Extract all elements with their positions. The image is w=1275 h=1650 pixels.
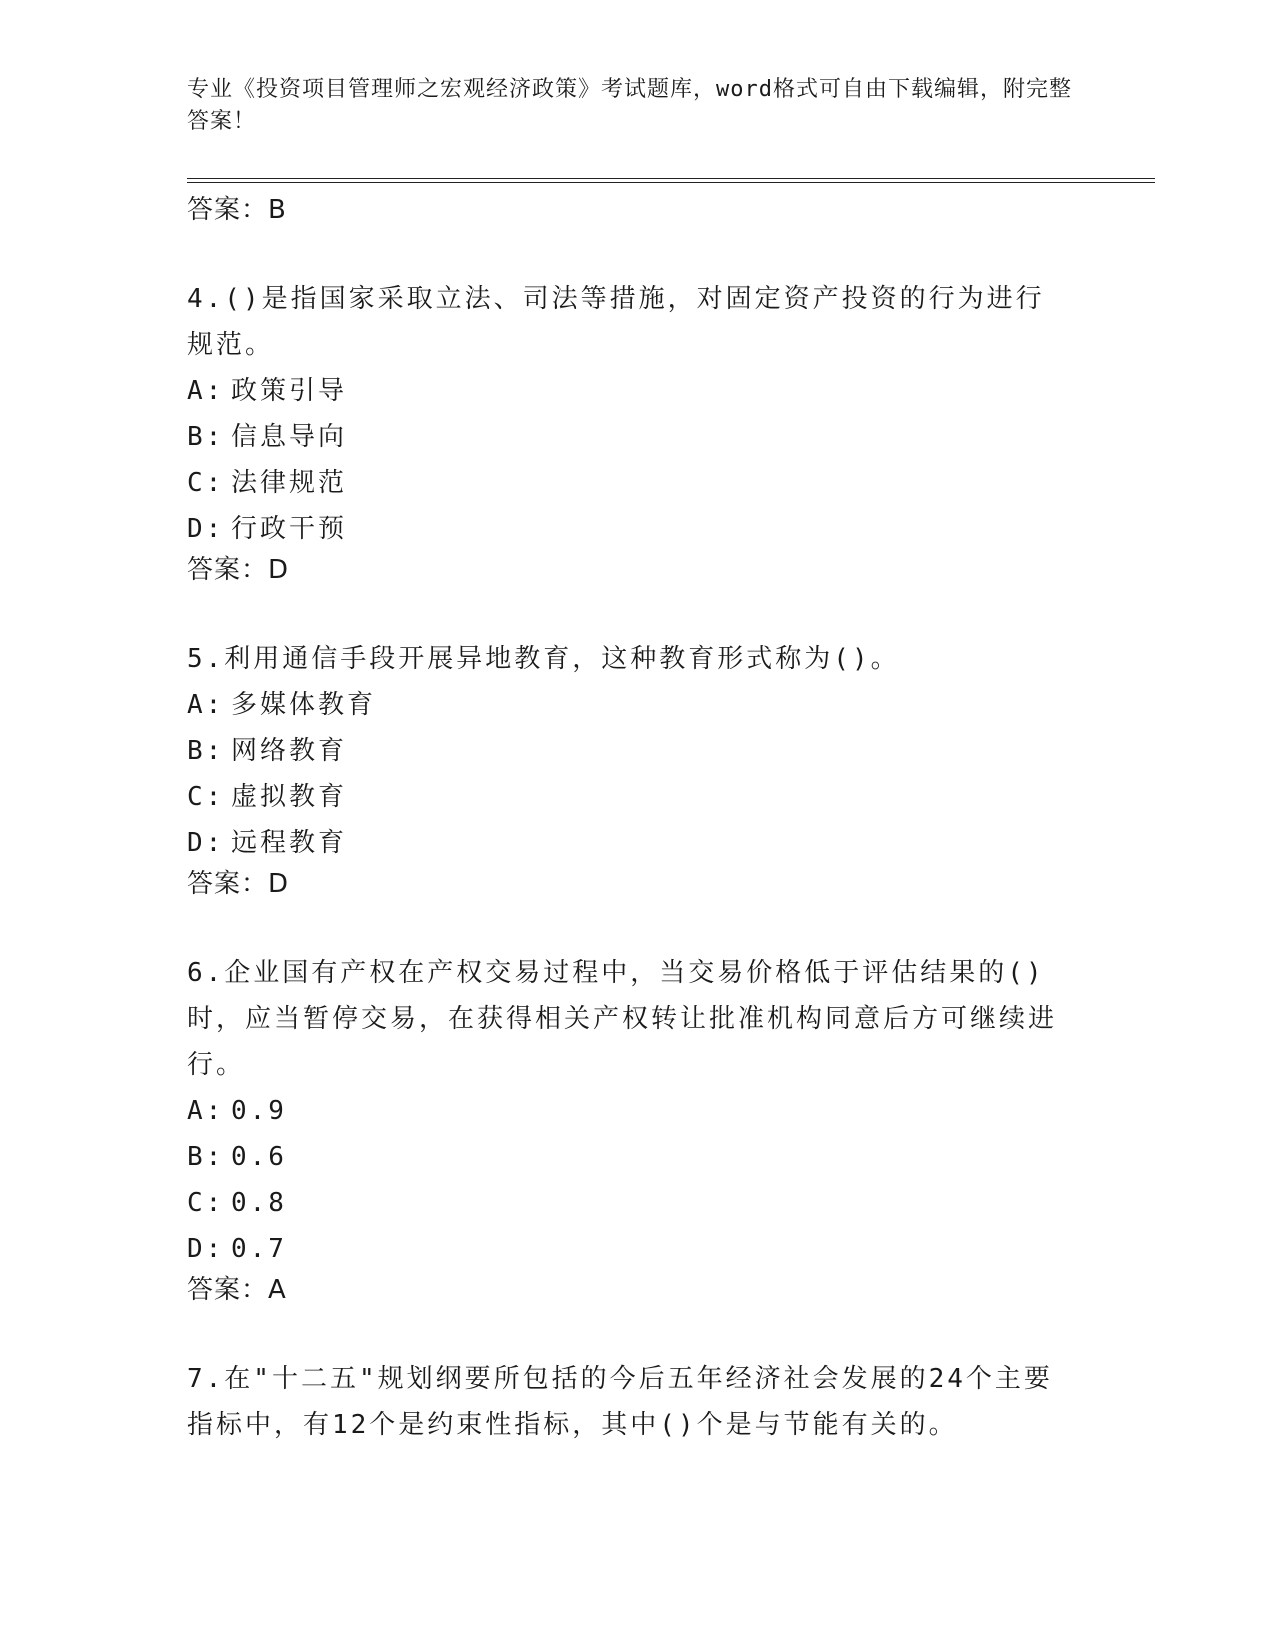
answer-line: 答案：A [187,1275,287,1305]
option-b [187,1134,1087,1180]
option-label: 网络教育 [231,736,348,766]
option-d [187,506,1087,552]
document-header: 专业《投资项目管理师之宏观经济政策》考试题库，word格式可自由下载编辑，附完整答案！ [187,77,1072,134]
option-c [187,460,1087,506]
option-b [187,414,1087,460]
option-key: C: [187,782,225,812]
question-block [187,636,1087,906]
option-label: 法律规范 [231,468,348,498]
answer-line: 答案：D [187,869,290,899]
option-label: 信息导向 [231,422,348,452]
question-text: 7.在"十二五"规划纲要所包括的今后五年经济社会发展的24个主要指标中，有12个是约束性指标，其中()个是与节能有关的。 [187,1364,1053,1440]
option-key: B: [187,422,225,452]
option-key: D: [187,828,225,858]
option-b [187,728,1087,774]
option-key: C: [187,468,225,498]
option-label: 0.8 [231,1188,287,1218]
option-key: B: [187,736,225,766]
option-label: 行政干预 [231,514,348,544]
question-block [187,276,1087,592]
question-text: 4.()是指国家采取立法、司法等措施，对固定资产投资的行为进行规范。 [187,284,1045,360]
option-label: 0.7 [231,1234,287,1264]
option-a [187,1088,1087,1134]
option-key: D: [187,514,225,544]
question-text: 5.利用通信手段开展异地教育，这种教育形式称为()。 [187,644,900,674]
option-key: A: [187,1096,225,1126]
option-label: 0.9 [231,1096,287,1126]
option-label: 0.6 [231,1142,287,1172]
option-key: B: [187,1142,225,1172]
answer-line: 答案：D [187,555,290,585]
option-a [187,682,1087,728]
option-key: A: [187,690,225,720]
document-content [187,192,1087,1448]
question-text: 6.企业国有产权在产权交易过程中，当交易价格低于评估结果的()时，应当暂停交易，在获得相关产权转让批准机构同意后方可继续进行。 [187,958,1058,1080]
question-block [187,950,1087,1312]
header-divider [187,178,1155,183]
option-a [187,368,1087,414]
option-label: 远程教育 [231,828,348,858]
option-d [187,820,1087,866]
option-key: C: [187,1188,225,1218]
question-block [187,1356,1087,1448]
option-d [187,1226,1087,1272]
option-c [187,1180,1087,1226]
answer-line: 答案：B [187,195,287,225]
option-key: A: [187,376,225,406]
option-key: D: [187,1234,225,1264]
option-c [187,774,1087,820]
option-label: 政策引导 [231,376,348,406]
option-label: 虚拟教育 [231,782,348,812]
option-label: 多媒体教育 [231,690,377,720]
